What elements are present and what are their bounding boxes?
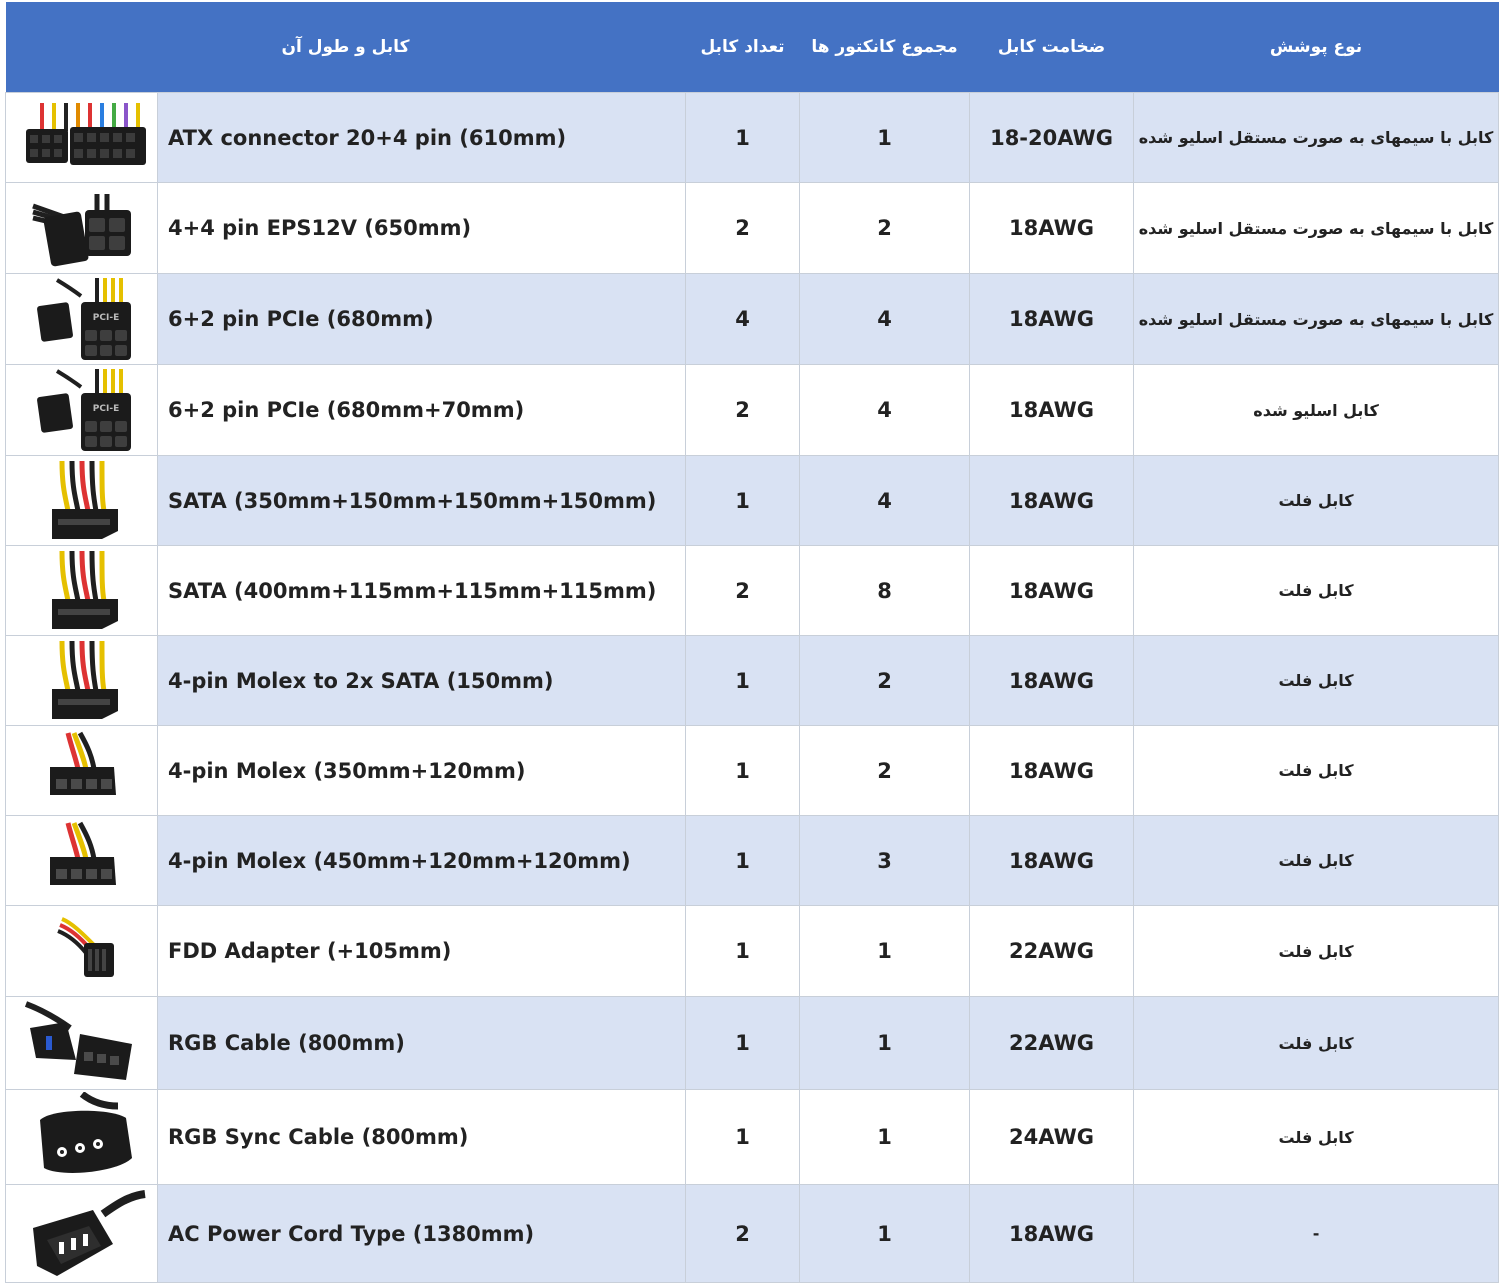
table-row (6, 546, 1499, 636)
header-gauge: ضخامت کابل (970, 2, 1134, 93)
cable-count: 4 (686, 274, 800, 365)
table-header-row (6, 2, 1499, 93)
connector-total: 1 (800, 1185, 970, 1283)
connector-total: 2 (800, 726, 970, 816)
connector-total: 1 (800, 906, 970, 997)
cable-gauge: 18AWG (970, 183, 1134, 274)
cable-gauge: 18AWG (970, 1185, 1134, 1283)
table-row (6, 816, 1499, 906)
cable-gauge: 24AWG (970, 1090, 1134, 1185)
cable-name: RGB Cable (800mm) (158, 997, 686, 1090)
cable-name: 4+4 pin EPS12V (650mm) (158, 183, 686, 274)
table-row (6, 183, 1499, 274)
table-row (6, 274, 1499, 365)
eps12v-connector-icon (6, 183, 158, 274)
table-row (6, 726, 1499, 816)
cable-name: AC Power Cord Type (1380mm) (158, 1185, 686, 1283)
connector-total: 1 (800, 1090, 970, 1185)
cable-coating: کابل با سیمهای به صورت مستقل اسلیو شده (1134, 274, 1499, 365)
molex-connector-icon (6, 726, 158, 816)
pcie-connector-icon (6, 274, 158, 365)
sata-connector-icon (6, 456, 158, 546)
cable-count: 1 (686, 456, 800, 546)
table-row (6, 456, 1499, 546)
connector-total: 1 (800, 93, 970, 183)
cable-coating: کابل فلت (1134, 906, 1499, 997)
cable-spec-table (5, 2, 1499, 1283)
connector-total: 4 (800, 365, 970, 456)
cable-name: 4-pin Molex to 2x SATA (150mm) (158, 636, 686, 726)
cable-coating: کابل اسلیو شده (1134, 365, 1499, 456)
cable-coating: کابل فلت (1134, 546, 1499, 636)
cable-name: 4-pin Molex (350mm+120mm) (158, 726, 686, 816)
cable-count: 1 (686, 816, 800, 906)
svg-text:PCI-E: PCI-E (92, 313, 119, 323)
sata-connector-icon (6, 636, 158, 726)
cable-coating: کابل فلت (1134, 636, 1499, 726)
cable-count: 2 (686, 546, 800, 636)
cable-gauge: 22AWG (970, 997, 1134, 1090)
cable-name: RGB Sync Cable (800mm) (158, 1090, 686, 1185)
connector-total: 1 (800, 997, 970, 1090)
cable-count: 1 (686, 997, 800, 1090)
cable-name: SATA (350mm+150mm+150mm+150mm) (158, 456, 686, 546)
header-connectors: مجموع کانکتور ها (800, 2, 970, 93)
cable-gauge: 18AWG (970, 816, 1134, 906)
ac-power-cord-icon (6, 1185, 158, 1283)
cable-count: 2 (686, 1185, 800, 1283)
connector-total: 4 (800, 274, 970, 365)
cable-coating: کابل فلت (1134, 1090, 1499, 1185)
cable-name: FDD Adapter (+105mm) (158, 906, 686, 997)
sata-connector-icon (6, 546, 158, 636)
table-row (6, 636, 1499, 726)
connector-total: 4 (800, 456, 970, 546)
cable-count: 1 (686, 636, 800, 726)
cable-coating: کابل با سیمهای به صورت مستقل اسلیو شده (1134, 183, 1499, 274)
cable-count: 1 (686, 726, 800, 816)
connector-total: 3 (800, 816, 970, 906)
cable-gauge: 18AWG (970, 274, 1134, 365)
cable-count: 1 (686, 1090, 800, 1185)
table-row (6, 906, 1499, 997)
atx-connector-icon (6, 93, 158, 183)
cable-name: 4-pin Molex (450mm+120mm+120mm) (158, 816, 686, 906)
header-count: تعداد کابل (686, 2, 800, 93)
rgb-cable-icon (6, 997, 158, 1090)
table-row (6, 93, 1499, 183)
cable-gauge: 18AWG (970, 636, 1134, 726)
header-coating: نوع پوشش (1134, 2, 1499, 93)
connector-total: 2 (800, 636, 970, 726)
table-row (6, 1185, 1499, 1283)
cable-count: 1 (686, 93, 800, 183)
cable-count: 2 (686, 365, 800, 456)
cable-count: 1 (686, 906, 800, 997)
cable-gauge: 18-20AWG (970, 93, 1134, 183)
cable-gauge: 18AWG (970, 365, 1134, 456)
cable-coating: کابل فلت (1134, 726, 1499, 816)
connector-total: 8 (800, 546, 970, 636)
rgb-sync-cable-icon (6, 1090, 158, 1185)
svg-text:PCI-E: PCI-E (92, 404, 119, 414)
cable-coating: کابل فلت (1134, 816, 1499, 906)
table-row (6, 365, 1499, 456)
cable-coating: کابل فلت (1134, 997, 1499, 1090)
cable-count: 2 (686, 183, 800, 274)
cable-gauge: 22AWG (970, 906, 1134, 997)
cable-name: 6+2 pin PCIe (680mm) (158, 274, 686, 365)
cable-name: SATA (400mm+115mm+115mm+115mm) (158, 546, 686, 636)
cable-gauge: 18AWG (970, 546, 1134, 636)
cable-gauge: 18AWG (970, 726, 1134, 816)
header-cable: کابل و طول آن (6, 2, 686, 93)
pcie-connector-icon (6, 365, 158, 456)
cable-coating: - (1134, 1185, 1499, 1283)
cable-name: 6+2 pin PCIe (680mm+70mm) (158, 365, 686, 456)
molex-connector-icon (6, 816, 158, 906)
connector-total: 2 (800, 183, 970, 274)
table-row (6, 1090, 1499, 1185)
cable-gauge: 18AWG (970, 456, 1134, 546)
cable-coating: کابل با سیمهای به صورت مستقل اسلیو شده (1134, 93, 1499, 183)
fdd-connector-icon (6, 906, 158, 997)
cable-name: ATX connector 20+4 pin (610mm) (158, 93, 686, 183)
cable-coating: کابل فلت (1134, 456, 1499, 546)
table-row (6, 997, 1499, 1090)
